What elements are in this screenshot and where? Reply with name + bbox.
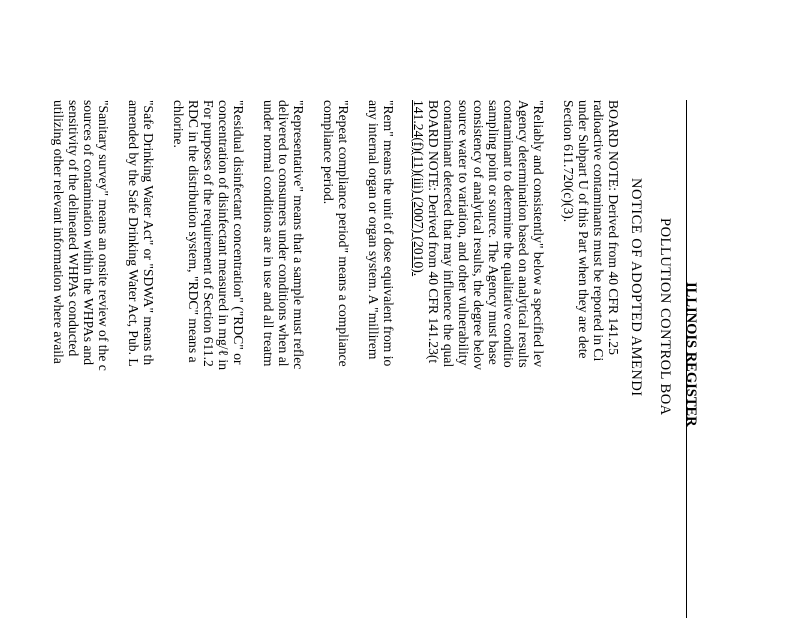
body-line: "Residual disinfectant concentration" ("RDC" or bbox=[231, 100, 246, 365]
body-line: sources of contamination within the WHPAs and bbox=[81, 100, 96, 366]
body-line: "Representative" means that a sample must reflec bbox=[291, 100, 306, 370]
body-line: "Repeat compliance period" means a compliance bbox=[336, 100, 351, 367]
body-line: "Safe Drinking Water Act" or "SDWA" means th bbox=[141, 100, 156, 366]
body-line: under normal conditions are in use and all treatm bbox=[261, 100, 276, 367]
body-line: Section 611.720(c)(3). bbox=[561, 100, 576, 223]
rotated-text-block bbox=[51, 100, 700, 618]
board-name: POLLUTION CONTROL BOA bbox=[657, 218, 673, 416]
body-line: "Rem" means the unit of dose equivalent from io bbox=[381, 100, 396, 367]
body-line: any internal organ or organ system. A "millirem bbox=[366, 100, 381, 360]
body-line: "Sanitary survey" means an onsite review of the c bbox=[96, 100, 111, 371]
notice-title: NOTICE OF ADOPTED AMENDI bbox=[628, 178, 644, 397]
body-line: contaminant to determine the qualitative conditio bbox=[501, 100, 516, 368]
body-line: delivered to consumers under conditions when al bbox=[276, 100, 291, 367]
body-line: under Subpart U of this Part when they are dete bbox=[576, 100, 591, 359]
body-line: radioactive contaminants must be reported in Ci bbox=[591, 100, 606, 362]
register-title: ILLINOIS REGISTER bbox=[683, 282, 699, 427]
body-line: concentration of disinfectant measured in mg/ℓ in bbox=[216, 100, 231, 370]
body-line: amended by the Safe Drinking Water Act, Pub. L bbox=[126, 100, 141, 367]
body-line: sampling point or source. The Agency must base bbox=[486, 100, 501, 365]
body-line: sensitivity of the delineated WHPAs conducted bbox=[66, 100, 81, 357]
body-line: BOARD NOTE: Derived from 40 CFR 141.25 bbox=[606, 100, 621, 355]
body-line: source water to variation, and other vulnerability bbox=[456, 100, 471, 366]
body-line: "Reliably and consistently" below a specified lev bbox=[531, 100, 546, 368]
body-line: Agency determination based on analytical results bbox=[516, 100, 531, 368]
body-line: For purposes of the requirement of Section 611.2 bbox=[201, 100, 216, 367]
body-line: 141.24(f)(11)(iii) (2007) (2010). bbox=[411, 100, 426, 277]
body-line: consistency of analytical results, the degree belov bbox=[471, 100, 486, 370]
body-line: contaminant detected that may influence the qual bbox=[441, 100, 456, 368]
body-line: RDC in the distribution system, "RDC" means a bbox=[186, 100, 201, 363]
body-line: utilizing other relevant information where availa bbox=[51, 100, 66, 364]
body-line: BOARD NOTE: Derived from 40 CFR 141.23(t bbox=[426, 100, 441, 364]
body-line: compliance period. bbox=[321, 100, 336, 205]
body-line: chlorine. bbox=[171, 100, 186, 148]
